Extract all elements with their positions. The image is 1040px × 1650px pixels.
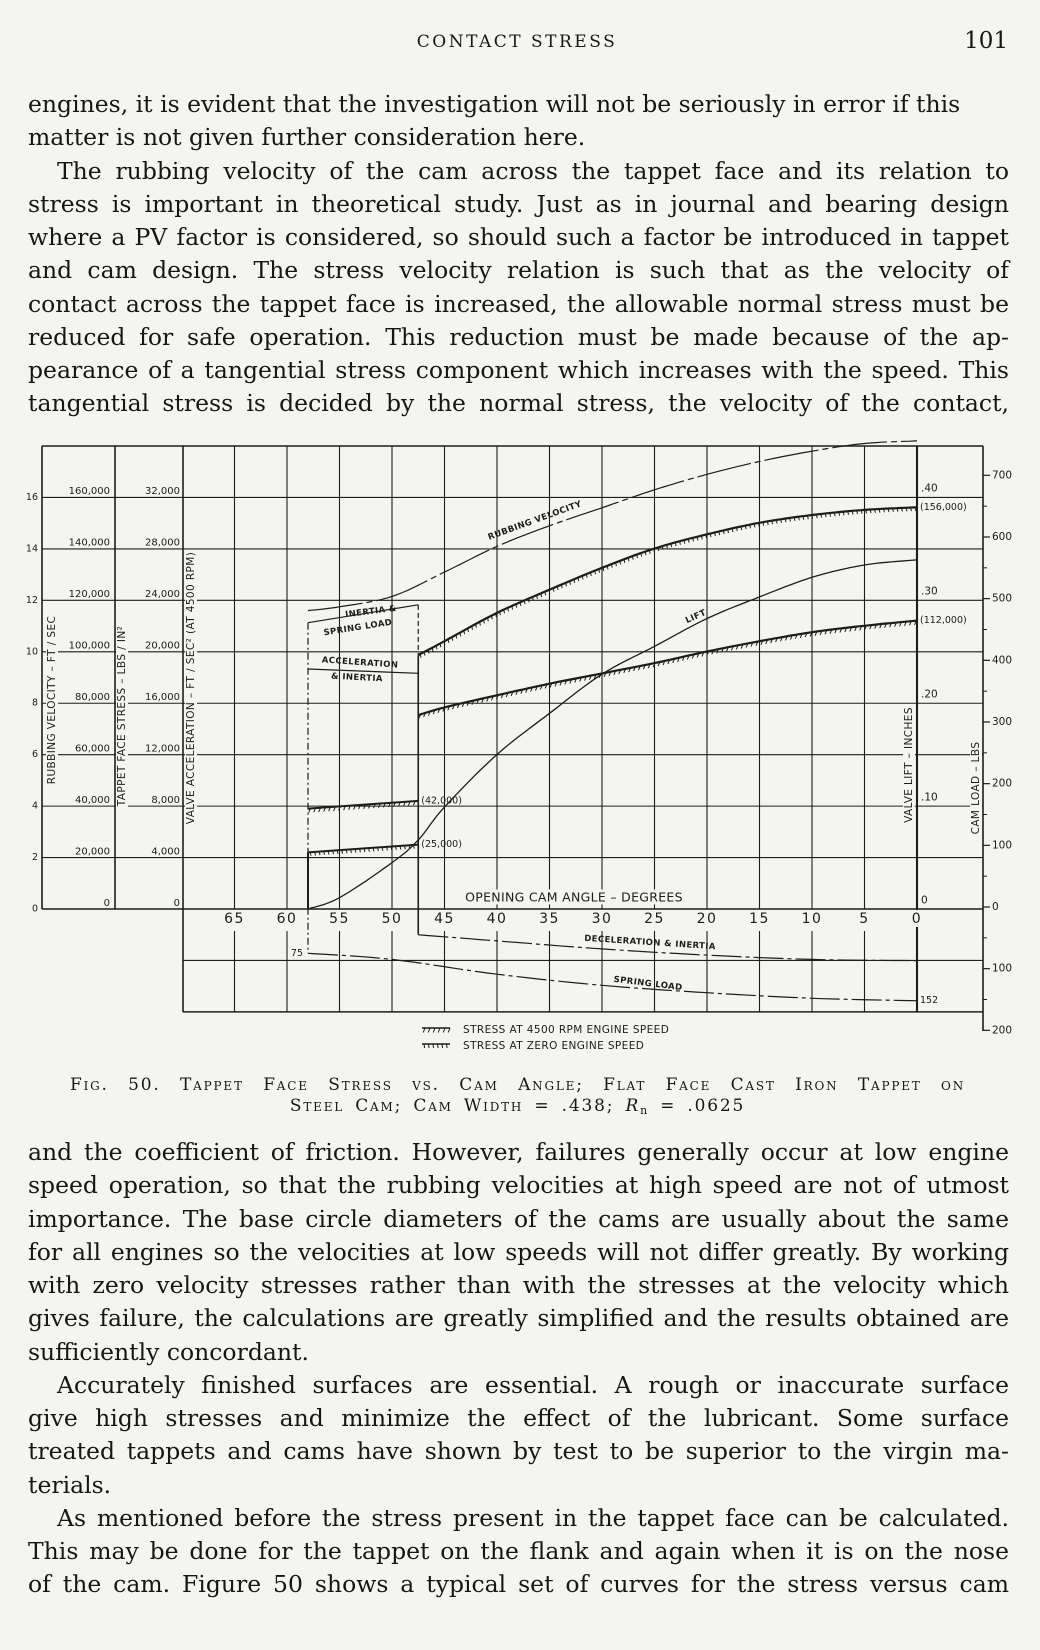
text-line: of the cam. Figure 50 shows a typical set of curves for the stress versus cam <box>28 1570 1009 1599</box>
text-line: where a PV factor is considered, so should such a factor be introduced in tappet <box>28 223 1009 251</box>
text-line: and the coefficient of friction. However, failures generally occur at low engine <box>28 1138 1009 1166</box>
text-line: Accurately finished surfaces are essential. A rough or inaccurate surface <box>57 1370 1009 1399</box>
valve-acceleration-tick-label: 24,000 <box>145 589 180 600</box>
valve-acceleration-tick-label: 20,000 <box>145 640 180 652</box>
x-tick-label: 60 <box>276 911 298 927</box>
spring-load-value-label: 75 <box>290 947 303 959</box>
rubbing-velocity-axis-title: RUBBING VELOCITY – FT / SEC <box>46 615 58 785</box>
curve-label-lift: LIFT <box>684 607 708 627</box>
spring-load-value-label: 152 <box>920 995 939 1007</box>
text-line: stress is important in theoretical study. Just as in journal and bearing design <box>28 189 1009 218</box>
text-line: treated tappets and cams have shown by test to be superior to the virgin ma- <box>28 1437 1009 1466</box>
valve-acceleration-tick-label: 4,000 <box>151 846 180 858</box>
text-line: reduced for safe operation. This reduction must be made because of the ap- <box>28 322 1009 351</box>
valve-lift-tick-label: 0 <box>921 894 928 907</box>
x-tick-label: 55 <box>329 911 350 927</box>
rubbing-velocity-tick-label: 8 <box>31 697 38 709</box>
x-tick-label: 45 <box>434 911 455 927</box>
curve-label-inertia-spring-load: SPRING LOAD <box>323 617 393 639</box>
x-tick-label: 10 <box>801 911 823 927</box>
cam-load-tick-label: 0 <box>992 901 999 913</box>
x-tick-label: 5 <box>859 911 870 927</box>
valve-lift-tick-label: .10 <box>921 791 938 804</box>
curve-stress-4500-rpm-nose <box>418 621 917 716</box>
text-line: speed operation, so that the rubbing velocities at high speed are not of utmost <box>28 1171 1009 1200</box>
text-line: matter is not given further consideration here. <box>28 123 586 152</box>
tappet-stress-tick-label: 60,000 <box>75 743 110 755</box>
stress-value-label: (156,000) <box>920 501 967 513</box>
tappet-stress-tick-label: 40,000 <box>75 795 110 806</box>
curve-rubbing-velocity <box>308 441 917 611</box>
stress-value-label: (25,000) <box>421 839 462 851</box>
text-line: terials. <box>28 1470 112 1499</box>
valve-acceleration-tick-label: 0 <box>173 898 180 909</box>
text-line: importance. The base circle diameters of the cams are usually about the same <box>28 1204 1009 1233</box>
legend-item-zero-speed <box>420 1039 644 1053</box>
valve-acceleration-tick-label: 16,000 <box>145 692 180 703</box>
tappet-stress-tick-label: 100,000 <box>68 640 110 652</box>
caption-line-2-start: Steel Cam; Cam Width = .438; <box>289 1096 615 1116</box>
tappet-stress-tick-label: 20,000 <box>75 846 110 858</box>
rubbing-velocity-tick-label: 14 <box>25 543 38 555</box>
curve-label-acceleration-inertia: & INERTIA <box>330 671 384 685</box>
curve-label-rubbing-velocity: RUBBING VELOCITY <box>486 499 584 543</box>
x-tick-label: 25 <box>644 911 665 927</box>
curve-stress-4500-rpm-nose-hatching <box>419 621 916 719</box>
stress-value-label: (112,000) <box>920 615 967 627</box>
valve-lift-axis-title: VALVE LIFT – INCHES <box>903 707 915 823</box>
valve-lift-tick-label: .30 <box>921 585 938 598</box>
radius-subscript: n <box>640 1104 649 1117</box>
cam-angle-axis-title: OPENING CAM ANGLE – DEGREES <box>462 890 686 905</box>
tappet-stress-tick-label: 0 <box>103 898 110 909</box>
legend-swatch-4500-rpm <box>420 1025 452 1035</box>
text-line: gives failure, the calculations are greatly simplified and the results obtained are <box>28 1304 1009 1333</box>
text-line: and cam design. The stress velocity relation is such that as the velocity of <box>28 256 1009 285</box>
text-line: give high stresses and minimize the effect of the lubricant. Some surface <box>28 1404 1009 1432</box>
cam-load-tick-label: 300 <box>992 715 1013 728</box>
figure-caption <box>70 1075 965 1117</box>
stress-value-label: (42,000) <box>421 795 462 807</box>
x-tick-label: 20 <box>696 911 718 927</box>
text-line: pearance of a tangential stress component which increases with the speed. This <box>28 356 1009 384</box>
text-line: contact across the tappet face is increased, the allowable normal stress must be <box>28 289 1009 318</box>
caption-line-2 <box>70 1096 965 1117</box>
x-tick-label: 65 <box>224 911 245 927</box>
text-line: sufficiently concordant. <box>28 1337 309 1366</box>
rubbing-velocity-tick-label: 10 <box>25 646 38 658</box>
curve-stress-zero-speed-flank <box>308 845 418 853</box>
valve-acceleration-axis-title: VALVE ACCELERATION – FT / SEC² (AT 4500 RPM) <box>185 551 197 825</box>
curve-label-acceleration-inertia: ACCELERATION <box>321 655 399 671</box>
valve-acceleration-tick-label: 28,000 <box>145 537 180 549</box>
rubbing-velocity-tick-label: 2 <box>31 852 38 864</box>
cam-load-tick-label: 600 <box>992 530 1013 543</box>
x-tick-label: 35 <box>539 911 560 927</box>
curve-valve-lift <box>308 560 917 909</box>
text-line: As mentioned before the stress present in the tappet face can be calculated. <box>57 1503 1009 1532</box>
rubbing-velocity-tick-label: 4 <box>31 800 38 812</box>
valve-lift-tick-label: .20 <box>921 688 938 701</box>
radius-symbol: R <box>625 1096 641 1116</box>
x-tick-label: 40 <box>486 911 508 927</box>
cam-load-tick-label: 200 <box>992 777 1013 790</box>
cam-load-tick-label: 100 <box>992 839 1013 852</box>
curve-stress-zero-speed-nose <box>418 507 917 655</box>
x-tick-label: 30 <box>591 911 613 927</box>
tappet-stress-tick-label: 120,000 <box>68 589 110 600</box>
text-line: engines, it is evident that the investigation will not be seriously in error if this <box>28 90 961 118</box>
text-line: This may be done for the tappet on the flank and again when it is on the nose <box>28 1537 1009 1565</box>
valve-acceleration-tick-label: 8,000 <box>151 795 180 806</box>
body-text-after-figure <box>28 1136 1009 1602</box>
legend-swatch-zero-speed <box>420 1041 452 1051</box>
x-tick-label: 0 <box>911 911 923 927</box>
legend-item-4500-rpm <box>420 1023 669 1037</box>
valve-acceleration-tick-label: 12,000 <box>145 743 180 755</box>
cam-load-tick-label: 700 <box>992 469 1013 482</box>
cam-load-tick-label: 200 <box>992 1024 1013 1037</box>
text-line: with zero velocity stresses rather than with the stresses at the velocity which <box>28 1271 1009 1299</box>
cam-load-tick-label: 100 <box>992 962 1013 975</box>
tappet-stress-chart <box>0 420 1040 1045</box>
caption-line-2-end: = .0625 <box>660 1096 746 1116</box>
tappet-stress-tick-label: 160,000 <box>68 486 110 497</box>
x-tick-label: 15 <box>749 911 770 927</box>
cam-load-tick-label: 500 <box>992 592 1013 605</box>
page-number: 101 <box>964 28 1008 54</box>
rubbing-velocity-tick-label: 12 <box>25 594 38 606</box>
caption-line-1: Fig. 50. Tappet Face Stress vs. Cam Angle; Flat Face Cast Iron Tappet on <box>70 1075 965 1095</box>
legend-label: STRESS AT ZERO ENGINE SPEED <box>463 1040 645 1052</box>
curve-stress-4500-rpm-flank <box>308 801 418 809</box>
legend-label: STRESS AT 4500 RPM ENGINE SPEED <box>463 1024 670 1036</box>
tappet-stress-tick-label: 140,000 <box>68 537 110 549</box>
curve-label-spring-load: SPRING LOAD <box>613 974 683 994</box>
body-text-before-figure <box>28 88 1009 421</box>
valve-acceleration-tick-label: 32,000 <box>145 486 180 497</box>
x-tick-label: 50 <box>381 911 403 927</box>
curve-label-inertia-spring-load: INERTIA & <box>344 603 398 621</box>
text-line: The rubbing velocity of the cam across the tappet face and its relation to <box>57 156 1009 185</box>
cam-load-axis-title: CAM LOAD – LBS <box>970 741 982 835</box>
chart-legend <box>420 1023 720 1055</box>
rubbing-velocity-tick-label: 16 <box>25 491 38 503</box>
rubbing-velocity-tick-label: 0 <box>31 903 38 915</box>
valve-lift-tick-label: .40 <box>921 482 938 495</box>
curve-label-deceleration-inertia: DECELERATION & INERTIA <box>583 933 717 953</box>
text-line: for all engines so the velocities at low speeds will not differ greatly. By working <box>28 1237 1009 1266</box>
tappet-stress-tick-label: 80,000 <box>75 692 110 703</box>
cam-load-tick-label: 400 <box>992 654 1013 667</box>
running-head: CONTACT STRESS <box>416 32 618 52</box>
tappet-face-stress-axis-title: TAPPET FACE STRESS – LBS / IN² <box>116 625 128 807</box>
rubbing-velocity-tick-label: 6 <box>31 749 38 761</box>
text-line: tangential stress is decided by the normal stress, the velocity of the contact, <box>28 389 1009 418</box>
